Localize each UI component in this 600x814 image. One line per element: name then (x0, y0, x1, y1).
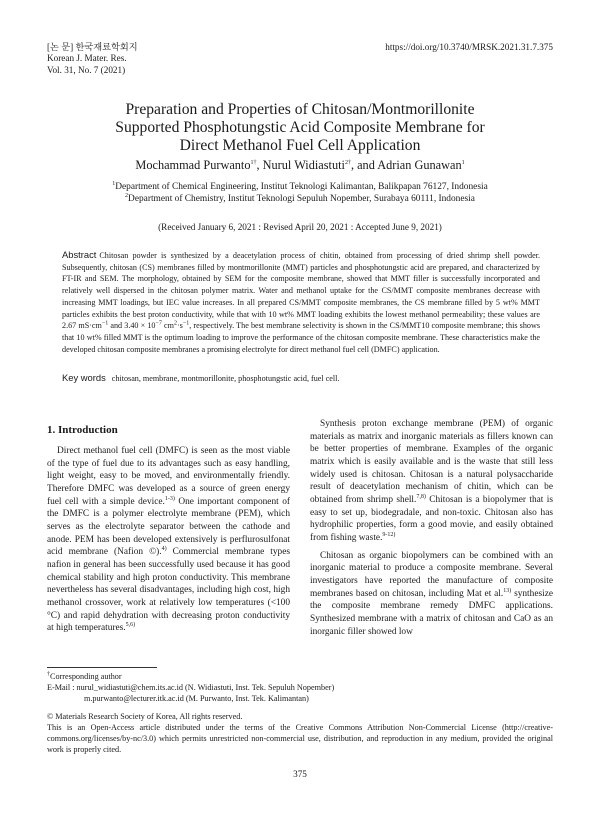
paragraph (310, 550, 553, 639)
affiliations (40, 181, 560, 205)
title-line: Supported Phosphotungstic Acid Composite Membrane for (115, 119, 485, 137)
author-name: Mochammad Purwanto (135, 158, 251, 172)
author-mark: 1 (461, 159, 465, 166)
email-line: m.purwanto@lecturer.itk.ac.id (M. Purwanto, Inst. Tek. Kalimantan) (84, 694, 309, 703)
affiliation-text: Department of Chemical Engineering, Institut Teknologi Kalimantan, Balikpapan 76127, Indonesia (115, 182, 488, 192)
author-name: Nurul Widiastuti (262, 158, 345, 172)
copyright-line: © Materials Research Society of Korea, All rights reserved. (47, 712, 243, 721)
abstract (62, 249, 540, 355)
affiliation (40, 181, 560, 193)
abstract-label: Abstract (62, 249, 97, 260)
author-sep: , and (350, 158, 378, 172)
keywords-label: Key words (62, 372, 106, 383)
citation: 9-12) (382, 531, 396, 538)
paper-title (40, 101, 560, 156)
journal-korean: [논 문] 한국재료학회지 (47, 42, 138, 52)
paragraph-text: synthesize the composite membrane remedy DMFC applications. Synthesized membrane with a matrix of chitosan and CaO as an inorganic filler showed low (310, 588, 553, 637)
paragraph (310, 418, 553, 545)
citation: 13) (503, 587, 512, 594)
superscript: −1 (101, 320, 109, 327)
affiliation-mark: 2 (125, 192, 129, 199)
title-line: Direct Methanol Fuel Cell Application (179, 137, 421, 155)
corresponding-author: †Corresponding author (47, 671, 122, 681)
journal-volume: Vol. 31, No. 7 (2021) (47, 64, 126, 75)
section-heading: 1. Introduction (47, 424, 118, 436)
doi-link[interactable]: https://doi.org/10.3740/MRSK.2021.31.7.375 (385, 42, 553, 52)
paragraph-text: Chitosan is a biopolymer that is easy to set up, biodegradale, and non-toxic. Chitosan also has hydrophilic properties, form a good movie, and easily obtained from fishing waste. (310, 494, 553, 543)
keywords-text: chitosan, membrane, montmorillonite, phosphotungstic acid, fuel cell. (111, 374, 340, 383)
author-sep: , (256, 158, 263, 172)
paragraph-text: Commercial membrane types nafion in general has been successfully used because it has good chemical stability and high proton conductivity. This membrane nevertheless has several disadvantages, including high cost, high methanol crossover, work at relatively low temperatures (<100 °C) and rapid dehydration with decreasing proton conductivity at high temperatures. (47, 547, 290, 634)
journal-header (47, 42, 138, 76)
author-mark: 2† (344, 159, 351, 166)
paragraph-text: Chitosan as organic biopolymers can be combined with an inorganic material to produce a composite membrane. Several investigators have reported the manufacture of composite membranes based on chitosan, including Mat et al. (310, 550, 553, 599)
footnote-rule (47, 667, 157, 668)
abstract-text: cm (161, 321, 174, 331)
received-dates: (Received January 6, 2021 : Revised April 20, 2021 : Accepted June 9, 2021) (158, 222, 442, 232)
paragraph-text: One important component of the DMFC is a polymer electrolyte membrane (PEM), which serves as the electrolyte separator between the cathode and anode. PEM has been developed extensively is perflurosulfonat acid membrane (Nafion ©). (47, 496, 290, 558)
paragraph-text: Direct methanol fuel cell (DMFC) is seen as the most viable of the type of fuel due to its advantages such as easy handling, light weight, easy to be moved, and environmentally friendly. Therefore DMFC was developed as a source of green energy fuel cell with a simple device. (47, 446, 290, 507)
abstract-text: and 3.40 × 10 (108, 321, 156, 331)
paragraph (47, 445, 290, 635)
footnote (47, 671, 334, 704)
affiliation (40, 193, 560, 205)
citation: 1-3) (164, 495, 175, 502)
abstract-text: ·s (176, 321, 183, 331)
email-line: E-Mail : nurul_widiastuti@chem.its.ac.id (N. Widiastuti, Inst. Tek. Sepuluh Nopember) (47, 683, 335, 692)
citation: 7,8) (416, 493, 426, 500)
superscript: −1 (182, 320, 190, 327)
journal-english: Korean J. Mater. Res. (47, 53, 127, 64)
right-column (310, 418, 553, 638)
author-list (40, 158, 560, 173)
abstract-text: , respectively. The best membrane selectivity is shown in the CS/MMT10 composite membrane; this shows that 10 wt% filled MMT is the optimum loading to improve the performance of the chitosan composite membrane. These characteristics make the developed chitosan composite membranes a promising electrolyte for direct methanol fuel cell (DMFC) application. (62, 321, 540, 354)
license-text: This is an Open-Access article distributed under the terms of the Creative Commons Attribution Non-Commercial License (http://creative-commons.org/licenses/by-nc/3.0) which permits unrestricted non-commercial use, distribution, and reproduction in any medium, provided the original work is properly cited. (47, 723, 553, 754)
page-number: 375 (293, 769, 307, 779)
corresponding-label: Corresponding author (50, 672, 122, 681)
author-name: Adrian Gunawan (377, 158, 462, 172)
affiliation-text: Department of Chemistry, Institut Teknologi Sepuluh Nopember, Surabaya 60111, Indonesia (128, 194, 475, 204)
title-line: Preparation and Properties of Chitosan/Montmorillonite (125, 101, 475, 118)
superscript: 2 (173, 320, 177, 327)
author-mark: 1† (250, 159, 257, 166)
license-block (47, 711, 553, 755)
affiliation-mark: 1 (112, 180, 116, 187)
paragraph-text: Synthesis proton exchange membrane (PEM) of organic materials as matrix and inorganic materials as fillers known can be better properties of membrane. Examples of the organic matrix which is easily available and is the waste that still less widely used is chitosan. Chitosan is a natural polysaccharide result of deacetylation mechanism of chitin, which can be obtained from shrimp shell. (310, 419, 553, 505)
left-column (47, 445, 290, 635)
superscript: −7 (155, 320, 162, 327)
citation: 5,6) (125, 622, 136, 629)
citation: 4) (161, 546, 167, 553)
keywords (62, 372, 540, 383)
abstract-text: Chitosan powder is synthesized by a deacetylation process of chitin, obtained from processing of dried shrimp shell powder. Subsequently, chitosan (CS) membranes filled by montmorillonite (MMT) particles and phosphotungstic acid are prepared, and characterized by FT-IR and SEM. The morphology, obtained by SEM for the composite membrane, showed that MMT filler is successfully incorporated and relatively well dispersed in the chitosan polymer matrix. Water and methanol uptake for the CS/MMT composite membranes decrease with increasing MMT loadings, but IEC value increases. In all prepared CS/MMT composite membranes, the CS membrane filled by 5 wt% MMT particles exhibits the best proton conductivity, while that with 10 wt% MMT loading exhibits the lowest methanol permeability; these values are 2.67 mS·cm (62, 251, 540, 331)
